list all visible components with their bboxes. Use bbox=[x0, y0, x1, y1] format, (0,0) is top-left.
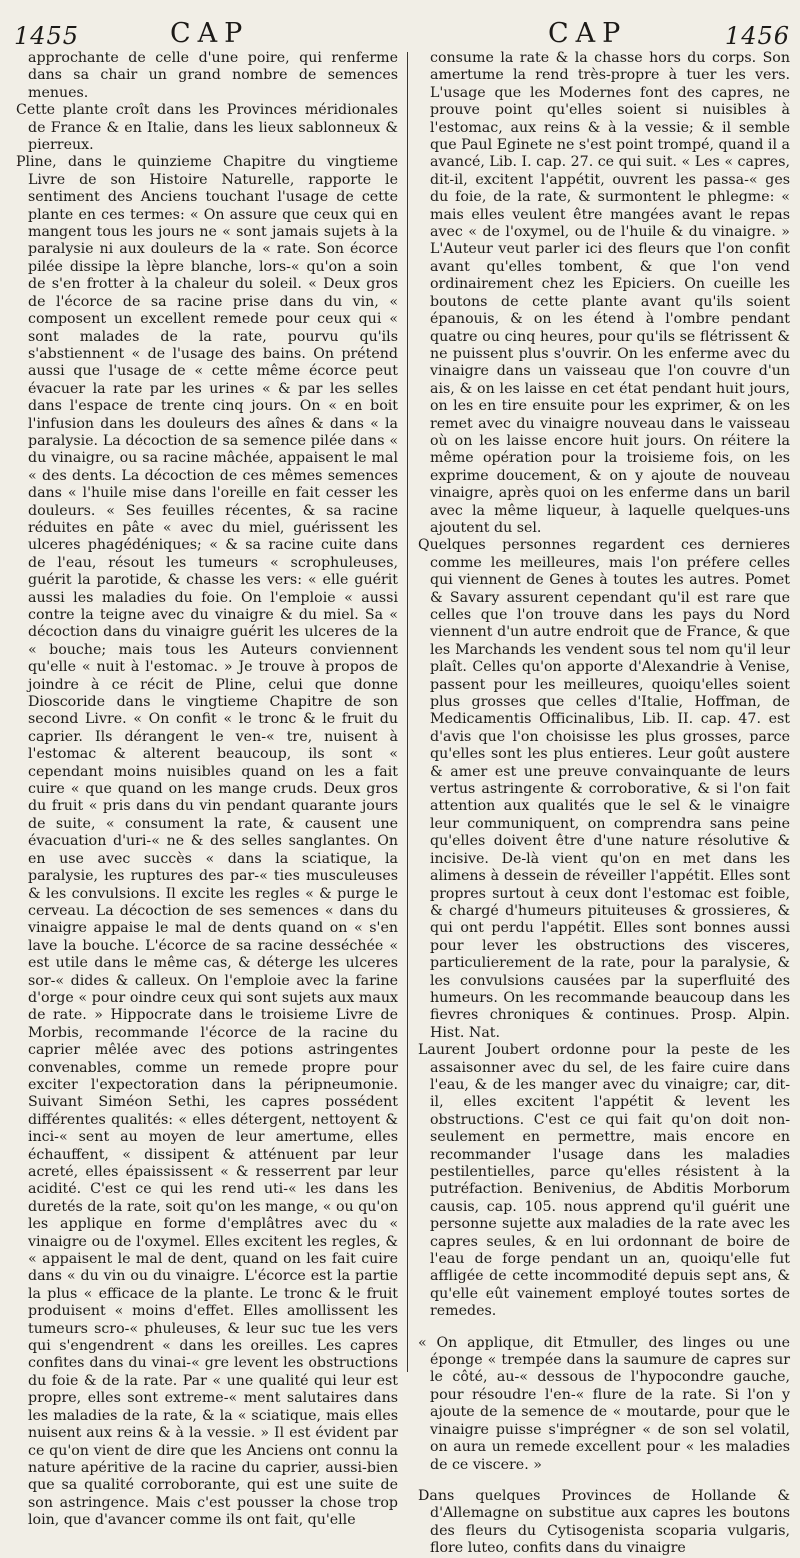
right-headword: CAP bbox=[548, 18, 628, 49]
paragraph: Pline, dans le quinzieme Chapitre du vingtieme Livre de son Histoire Naturelle, rapporte le sentiment des Anciens touchant l'usage de cette plante en ces termes: « On assure que ceux qui en mangent tous les jours ne « sont jamais sujets à la paralysie ni aux douleurs de la « rate. Son écorce pilée dissipe la lèpre blanche, lors-« qu'on a soin de s'en frotter à la chaleur du soleil. « Deux gros de l'écorce de sa racine prise dans du vin, « composent un excellent remede pour ceux qui « sont malades de la rate, pourvu qu'ils s'abstiennent « de l'usage des bains. On prétend aussi que l'usage de « cette même écorce peut évacuer la rate par les urines « & par les selles dans l'espace de trente cinq jours. On « en boit l'infusion dans les douleurs des aînes & dans « la paralysie. La décoction de sa semence pilée dans « du vinaigre, ou sa racine mâchée, appaisent le mal « des dents. La décoction de ces mêmes semences dans « l'huile mise dans l'oreille en fait cesser les douleurs. « Ses feuilles récentes, & sa racine réduites en pâte « avec du miel, guérissent les ulceres phagédéniques; « & sa racine cuite dans de l'eau, résout les tumeurs « scrophuleuses, guérit la parotide, & chasse les vers: « elle guérit aussi les maladies du foie. On l'emploie « aussi contre la teigne avec du vinaigre & du miel. Sa « décoction dans du vinaigre guérit les ulceres de la « bouche; mais tous les Auteurs conviennent qu'elle « nuit à l'estomac. » Je trouve à propos de joindre à ce récit de Pline, celui que donne Dioscoride dans le vingtieme Chapitre de son second Livre. « On confit « le tronc & le fruit du caprier. Ils dérangent le ven-« tre, nuisent à l'estomac & alterent beaucoup, ils sont « cependant moins nuisibles quand on les a fait cuire « que quand on les mange cruds. Deux gros du fruit « pris dans du vin pendant quarante jours de suite, « consument la rate, & causent une évacuation d'uri-« ne & des selles sanglantes. On en use avec succès « dans la sciatique, la paralysie, les ruptures des par-« ties musculeuses & les convulsions. Il excite les regles « & purge le cerveau. La décoction de ses semences « dans du vinaigre appaise le mal de dents quand on « s'en lave la bouche. L'écorce de sa racine desséchée « est utile dans le même cas, & déterge les ulceres sor-« dides & calleux. On l'emploie avec la farine d'orge « pour oindre ceux qui sont sujets aux maux de rate. » Hippocrate dans le troisieme Livre de Morbis, recommande l'écorce de la racine du caprier mêlée avec des potions astringentes convenables, comme un remede propre pour exciter l'expectoration dans la péripneumonie. Suivant Siméon Sethi, les capres possédent différentes qualités: « elles détergent, nettoyent & inci-« sent au moyen de leur amertume, elles échauffent, « dissipent & atténuent par leur acreté, elles épaississent « & resserrent par leur acidité. C'est ce qui les rend uti-« les dans les duretés de la rate, soit qu'on les mange, « ou qu'on les applique en forme d'emplâtres avec du « vinaigre ou de l'oxymel. Elles excitent les regles, & « appaisent le mal de dent, quand on les fait cuire dans « du vin ou du vinaigre. L'écorce est la partie la plus « efficace de la plante. Le tronc & le fruit produisent « moins d'effet. Elles amollissent les tumeurs scro-« phuleuses, & leur suc tue les vers qui s'engendrent « dans les oreilles. Les capres confites dans du vinai-« gre levent les obstructions du foie & de la rate. Par « une qualité qui leur est propre, elles sont extreme-« ment salutaires dans les maladies de la rate, & la « sciatique, mais elles nuisent aux reins & à la vessie. » Il est évident par ce qu'on vient de dire que les Anciens ont connu la nature apéritive de la racine du caprier, aussi-bien que sa qualité corroborante, qui est une suite de son astringence. Mais c'est pousser la chose trop loin, que d'avancer comme ils ont fait, qu'elle bbox=[16, 154, 398, 1529]
paragraph: consume la rate & la chasse hors du corps. Son amertume la rend très-propre à tuer les vers. L'usage que les Modernes font des capres, ne prouve point qu'elles soient si nuisibles à l'estomac, aux reins & à la vessie; & il semble que Paul Eginete ne s'est point trompé, quand il a avancé, Lib. I. cap. 27. ce qui suit. « Les « capres, dit-il, excitent l'appétit, ouvrent les passa-« ges du foie, de la rate, & surmontent le phlegme: « mais elles veulent être mangées avant le repas avec « de l'oxymel, ou de l'huile & du vinaigre. » L'Auteur veut parler ici des fleurs que l'on confit avant qu'elles tombent, & que l'on vend ordinairement chez les Epiciers. On cueille les boutons de cette plante avant qu'ils soient épanouis, & on les étend à l'ombre pendant quatre ou cinq heures, pour qu'ils se flétrissent & ne puissent plus s'ouvrir. On les enferme avec du vinaigre dans un vaisseau que l'on couvre d'un ais, & on les laisse en cet état pendant huit jours, on les en tire ensuite pour les exprimer, & on les remet avec du vinaigre nouveau dans le vaisseau où on les laisse encore huit jours. On réitere la même opération pour la troisieme fois, on les exprime doucement, & on y ajoute de nouveau vinaigre, après quoi on les enferme dans un baril avec la même liqueur, à laquelle quelques-uns ajoutent du sel. bbox=[430, 50, 790, 536]
right-column bbox=[418, 50, 790, 1557]
left-page-number: 1455 bbox=[14, 22, 80, 50]
paragraph: Dans quelques Provinces de Hollande & d'Allemagne on substitue aux capres les boutons des fleurs du Cytisogenista scoparia vulgaris, flore luteo, confits dans du vinaigre bbox=[418, 1487, 790, 1557]
paragraph: approchante de celle d'une poire, qui renferme dans sa chair un grand nombre de semences menues. bbox=[28, 50, 398, 101]
right-page-number: 1456 bbox=[724, 22, 790, 50]
paragraph: Quelques personnes regardent ces dernieres comme les meilleures, mais l'on préfere celles qui viennent de Genes à toutes les autres. Pomet & Savary assurent cependant qu'il est rare que celles que l'on trouve dans les pays du Nord viennent d'un autre endroit que de France, & que les Marchands les vendent sous tel nom qu'il leur plaît. Celles qu'on apporte d'Alexandrie à Venise, passent pour les meilleures, quoiqu'elles soient plus grosses que celles d'Italie, Hoffman, de Medicamentis Officinalibus, Lib. II. cap. 47. est d'avis que l'on choisisse les plus grosses, parce qu'elles sont les plus entieres. Leur goût austere & amer est une preuve convainquante de leurs vertus astringente & corroborative, & si l'on fait attention aux qualités que le sel & le vinaigre leur communiquent, on comprendra sans peine qu'elles doivent être d'une nature résolutive & incisive. De-là vient qu'on en met dans les alimens à dessein de réveiller l'appétit. Elles sont propres surtout à ceux dont l'estomac est foible, & chargé d'humeurs pituiteuses & grossieres, & qui ont perdu l'appétit. Elles sont bonnes aussi pour lever les obstructions des visceres, particulierement de la rate, pour la paralysie, & les convulsions causées par la superfluité des humeurs. On les recommande beaucoup dans les fievres chroniques & continues. Prosp. Alpin. Hist. Nat. bbox=[418, 537, 790, 1041]
left-column bbox=[16, 50, 398, 1529]
left-headword: CAP bbox=[170, 18, 250, 49]
paragraph: Cette plante croît dans les Provinces méridionales de France & en Italie, dans les lieux sablonneux & pierreux. bbox=[16, 102, 398, 154]
paragraph: « On applique, dit Etmuller, des linges ou une éponge « trempée dans la saumure de capres sur le côté, au-« dessous de l'hypocondre gauche, pour résoudre l'en-« flure de la rate. Si l'on y ajoute de la semence de « moutarde, pour que le vinaigre puisse s'imprégner « de son sel volatil, on aura un remede excellent pour « les maladies de ce viscere. » bbox=[418, 1334, 790, 1473]
paragraph: Laurent Joubert ordonne pour la peste de les assaisonner avec du sel, de les faire cuire dans l'eau, & de les manger avec du vinaigre; car, dit-il, elles excitent l'appétit & levent les obstructions. C'est ce qui fait qu'on doit non-seulement en permettre, mais encore en recommander l'usage dans les maladies pestilentielles, parce qu'elles résistent à la putréfaction. Benivenius, de Abditis Morborum causis, cap. 105. nous apprend qu'il guérit une personne sujette aux maladies de la rate avec les capres seules, & en lui ordonnant de boire de l'eau de forge pendant un an, quoiqu'elle fut affligée de cette incommodité depuis sept ans, & qu'elle eût vainement employé toutes sortes de remedes. bbox=[418, 1042, 790, 1320]
column-divider bbox=[407, 52, 408, 1372]
